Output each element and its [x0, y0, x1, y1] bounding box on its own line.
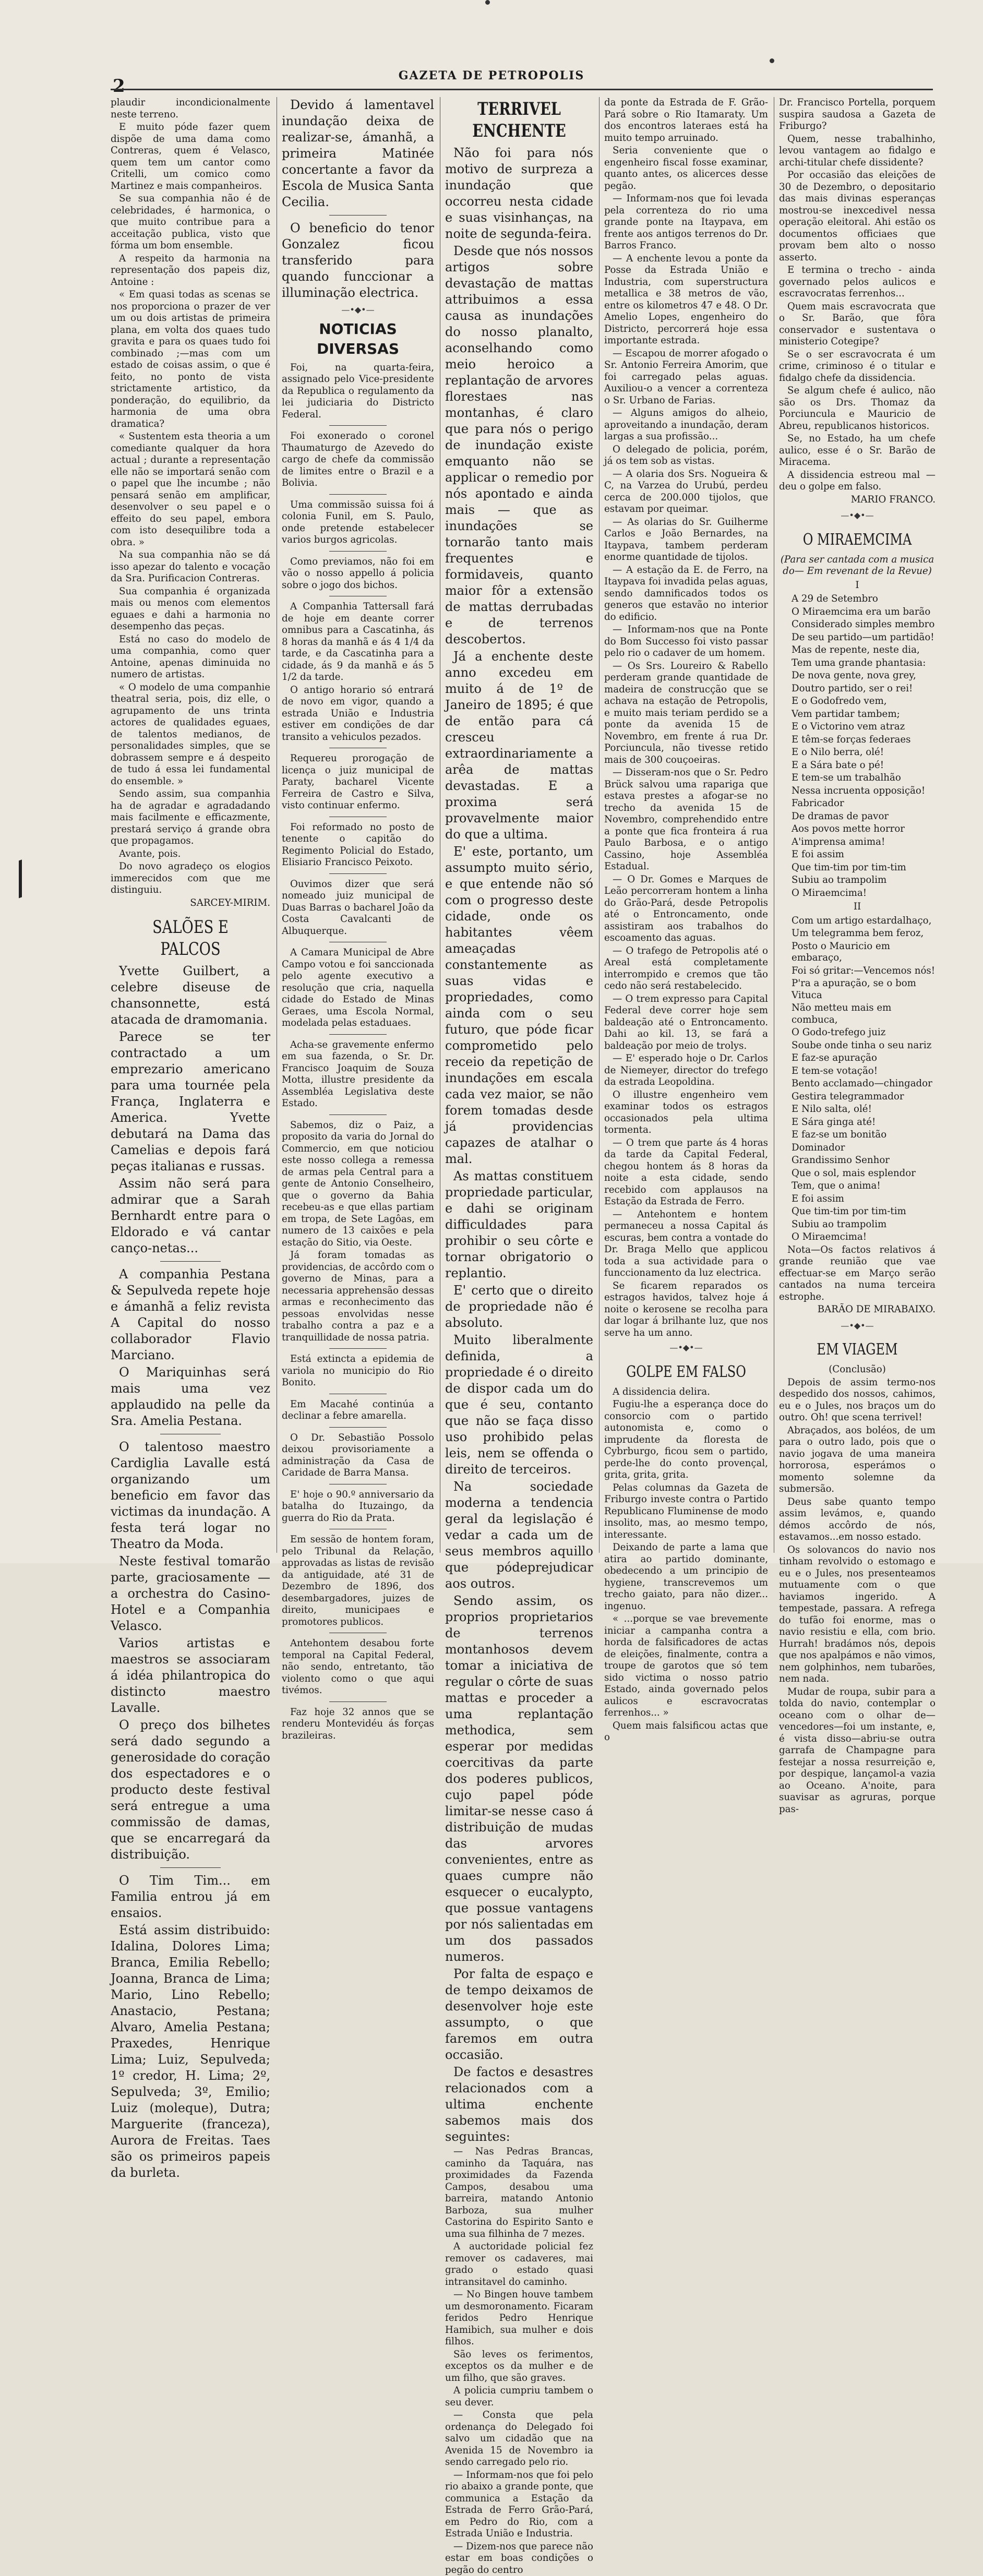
paragraph: A auctoridade policial fez remover os cadaveres, mai grado o estado quasi intransitavel do caminho.	[445, 2241, 593, 2288]
column-3	[445, 97, 593, 1548]
paragraph: Foi reformado no posto de tenente o capitão do Regimento Policial do Estado, Elisiario Francisco Peixoto.	[282, 822, 434, 869]
paragraph: Foi, na quarta-feira, assignado pelo Vice-presidente da Republica o regulamento da lei judiciaria do Districto Federal.	[282, 362, 434, 421]
paragraph: Está extincta a epidemia de variola no municipio do Rio Bonito.	[282, 1353, 434, 1389]
paragraph: Depois de assim termo-nos despedido dos nossos, cahimos, eu e o Jules, nos braços um do outro. Oh! que scena terrivel!	[779, 1377, 936, 1424]
paragraph: « O modelo de uma companhie theatral seria, pois, diz elle, o agrupamento de uns trinta actores de qualidades eguaes, de talentos medianos, de personalidades simples, que se dobrassem sempre e á despeito de tudo á essa lei fundamental do ensemble. »	[111, 682, 270, 788]
verse-line: E faz-se apuração	[779, 1052, 936, 1064]
enchente-editorial	[445, 145, 593, 2145]
ornament: —•◆•—	[779, 1320, 936, 1332]
paragraph: Na sociedade moderna a tendencia geral da legislação é vedar a cada um de seus membros aquillo que pódeprejudicar aos outros.	[445, 1479, 593, 1592]
paragraph: — Informam-nos que foi pelo rio abaixo a grande ponte, que communica a Estação da Estrada de Ferro Grão-Pará, em Pedro do Rio, com a Estrada União e Industria.	[445, 2470, 593, 2540]
verse-line: Bento acclamado—chingador	[779, 1078, 936, 1090]
verse-line: E a Sára bate o pé!	[779, 760, 936, 772]
verse-line: Um telegramma bem feroz,	[779, 928, 936, 940]
paragraph: O antigo horario só entrará de novo em vigor, quando a estrada União e Industria estiver em condições de dar transito a vehiculos pezados.	[282, 685, 434, 744]
paragraph: Se o ser escravocrata é um crime, criminoso é o titular e fidalgo chefe da dissidencia.	[779, 349, 936, 385]
paragraph: Acha-se gravemente enfermo em sua fazenda, o Sr. Dr. Francisco Joaquim de Souza Motta, illustre presidente da Assembléa Legislativa deste Estado.	[282, 1039, 434, 1110]
paragraph: Deixando de parte a lama que atira ao partido dominante, obedecendo a um principio de hygiene, transcrevemos um trecho gaiato, para não dizer... ingenuo.	[604, 1542, 768, 1612]
paragraph: Sendo assim, sua companhia ha de agradar e agradadando mais facilmente e efficazmente, prestará serviço á grande obra que propagamos.	[111, 788, 270, 847]
stanza-number: I	[779, 580, 936, 592]
section-title-noticias: NOTICIAS DIVERSAS	[282, 319, 434, 359]
verse-line: E o Nilo berra, olé!	[779, 747, 936, 759]
verse-line: Fabricador	[779, 798, 936, 810]
paragraph: Por occasião das eleições de 30 de Dezembro, o depositario das mais divinas esperanças mostrou-se inexcedivel nessa operação eleitoral. Ahi estão os documentos officiaes que provam bem alto o nosso asserto.	[779, 170, 936, 263]
paragraph: Se ficarem reparados os estragos havidos, talvez hoje á noite o kerosene se recolha para dar logar á brilhante luz, que nos serve ha um anno.	[604, 1280, 768, 1339]
paragraph: A respeito da harmonia na representação dos papeis diz, Antoine :	[111, 253, 270, 289]
theatre-review	[111, 97, 270, 909]
paragraph: Do novo agradeço os elogios immerecidos com que me distinguiu.	[111, 861, 270, 896]
divider	[329, 1348, 387, 1349]
paragraph: — O trem expresso para Capital Federal deve correr hoje sem baldeação até o Entroncamento. Dahi ao kil. 13, se fará a baldeação por meio de trolys.	[604, 993, 768, 1052]
paragraph: plaudir incondicionalmente neste terreno.	[111, 97, 270, 121]
paragraph: E' hoje o 90.º anniversario da batalha do Ituzaingo, da guerra do Rio da Prata.	[282, 1489, 434, 1525]
paragraph: Nota—Os factos relativos á grande reunião que vae effectuar-se em Março serão cantados na numa terceira estrophe.	[779, 1244, 936, 1303]
paragraph: Neste festival tomarão parte, graciosamente — a orchestra do Casino-Hotel e a Companhia Velasco.	[111, 1553, 270, 1634]
paragraph: A dissidencia estreou mal — deu o golpe em falso.	[779, 470, 936, 493]
paragraph: Abraçados, aos boléos, de um para o outro lado, pois que o navio jogava de uma maneira horrorosa, esperámos o momento solemne da submersão.	[779, 1425, 936, 1495]
paragraph: — E' esperado hoje o Dr. Carlos de Niemeyer, director do trefego da estrada Leopoldina.	[604, 1053, 768, 1088]
paragraph: O illustre engenheiro vem examinar todos os estragos occasionados pela ultima tormenta.	[604, 1089, 768, 1136]
verse-line: O Godo-trefego juiz	[779, 1027, 936, 1039]
binding-mark	[0, 859, 22, 905]
verse-line: A'imprensa amima!	[779, 836, 936, 848]
ornament: —•◆•—	[604, 1342, 768, 1354]
paragraph: E' este, portanto, um assumpto muito sério, e que entende não só com o progresso deste cidade, onde os habitantes vêem ameaçadas constantemente as suas vidas e propriedades, como ainda com o seu futuro, que póde ficar comprometido pelo receio da repetição de inundações em escala cada vez maior, se não forem tomadas desde já providencias capazes de atalhar o mal.	[445, 844, 593, 1167]
paragraph: Deus sabe quanto tempo assim levámos, e, quando démos accôrdo de nós, estavamos...em nosso estado.	[779, 1496, 936, 1543]
paragraph: — A enchente levou a ponte da Posse da Estrada União e Industria, com superstructura metallica e 38 metros de vão, entre os kilometros 47 e 48. O Dr. Amelio Lopes, engenheiro do Districto, percorrerá hoje essa importante estrada.	[604, 253, 768, 347]
paragraph: Faz hoje 32 annos que se renderu Montevidéu ás forças brazileiras.	[282, 1707, 434, 1742]
paragraph: Se algum chefe é aulico, não são os Drs. Thomaz da Porciuncula e Mauricio de Abreu, republicanos historicos.	[779, 385, 936, 432]
paragraph: Ouvimos dizer que será nomeado juiz municipal de Duas Barras o bacharel João da Costa Cavalcanti de Albuquerque.	[282, 879, 434, 938]
column-rule	[599, 97, 600, 1553]
paragraph: Por falta de espaço e de tempo deixamos de desenvolver hoje este assumpto, o que faremos em outra occasião.	[445, 1966, 593, 2063]
verse-line: E o Victorino vem atraz	[779, 721, 936, 733]
paragraph: A Companhia Tattersall fará de hoje em deante correr omnibus para a Cascatinha, ás 8 horas da manhã e ás 4 1/4 da tarde, e da Cascatinha para a cidade, ás 9 da manhã e ás 5 1/2 da tarde.	[282, 601, 434, 684]
paragraph: — Os Srs. Loureiro & Rabello perderam grande quantidade de madeira de construcção que se achava na estação de Petropolis, e muito mais teriam perdido se a ponte da avenida 15 de Novembro, em frente á rua Dr. Porciuncula, não tivesse retido mais de 300 couçoeiras.	[604, 661, 768, 766]
verse-line: E Nilo salta, olé!	[779, 1104, 936, 1116]
signature: MARIO FRANCO.	[779, 494, 936, 506]
column-2	[282, 97, 434, 1548]
verse-line: Com um artigo estardalhaço,	[779, 915, 936, 927]
paragraph: O Dr. Sebastião Possolo deixou provisoriamente a administração da Casa de Caridade de Barra Mansa.	[282, 1432, 434, 1479]
paragraph: — O Dr. Gomes e Marques de Leão percorreram hontem a linha do Grão-Pará, desde Petropolis até o Entroncamento, onde assistiram aos trabalhos do escoamento das aguas.	[604, 874, 768, 944]
paragraph: — Alguns amigos do alheio, aproveitando a inundação, deram largas a sua profissão...	[604, 408, 768, 443]
paragraph: — A olaria dos Srs. Nogueira & C, na Varzea do Urubú, perdeu cerca de 200.000 tijolos, que estavam por queimar.	[604, 469, 768, 516]
section-title-golpe: GOLPE EM FALSO	[620, 1361, 751, 1383]
paragraph: — O trafego de Petropolis até o Areal está completamente interrompido e cremos que tão cedo não será restabelecido.	[604, 945, 768, 992]
verse-line: Que tim-tim por tim-tim	[779, 1206, 936, 1218]
paragraph: E muito póde fazer quem dispõe de uma dama como Contreras, quem é Velasco, quem tem um cantor como Critelli, um comico como Martinez e mais companheiros.	[111, 122, 270, 192]
verse-line: Doutro partido, ser o rei!	[779, 683, 936, 695]
paragraph: Já a enchente deste anno excedeu em muito á de 1º de Janeiro de 1895; é que de então para cá cresceu extraordinariamente a arêa de mattas devastadas. E a proxima será provavelmente maior do que a ultima.	[445, 649, 593, 843]
paragraph: — Disseram-nos que o Sr. Pedro Brück salvou uma rapariga que estava prestes a afogar-se no trecho da avenida 15 de Novembro, comprehendido entre a ponte que fica fronteira á rua Paulo Barbosa, e o antigo Cassino, hoje Assembléa Estadual.	[604, 767, 768, 873]
paragraph: A Camara Municipal de Abre Campo votou e foi sanccionada pelo agente executivo a resolução que cria, naquella cidade do Estado de Minas Geraes, uma Escola Normal, modelada pelas estaduaes.	[282, 947, 434, 1029]
verse-line: E têm-se forças federaes	[779, 734, 936, 746]
divider	[329, 1427, 387, 1428]
paragraph: Os solovancos do navio nos tinham revolvido o estomago e eu e o Jules, nos presenteamos mutuamente com o que haviamos ingerido. A tempestade, passara. A refrega do tufão foi enorme, mas o navio resistiu e ella, com brio. Hurrah! bradámos nós, depois que nos apalpámos e não vimos, nem golphinhos, nem tubarões, nem nada.	[779, 1544, 936, 1685]
verse-block	[779, 593, 936, 899]
paragraph: Assim não será para admirar que a Sarah Bernhardt entre para o Eldorado e vá cantar canço-netas...	[111, 1176, 270, 1256]
verse-line: O Miraemcima era um barão	[779, 606, 936, 618]
verse-line: A 29 de Setembro	[779, 593, 936, 605]
paragraph: — Informam-nos que foi levada pela correnteza do rio uma grande ponte na Itaypava, em frente aos antigos terrenos do Dr. Barros Franco.	[604, 193, 768, 252]
paragraph: Se, no Estado, ha um chefe aulico, esse é o Sr. Barão de Miracema.	[779, 433, 936, 469]
divider	[329, 494, 387, 495]
paragraph: E termina o trecho - ainda governado pelos aulicos e escravocratas ferrenhos...	[779, 265, 936, 300]
verse-line: E Sára ginga até!	[779, 1117, 936, 1129]
verse-line: Foi só gritar:—Vencemos nós!	[779, 965, 936, 977]
paragraph: Está assim distribuido: Idalina, Dolores Lima; Branca, Emilia Rebello; Joanna, Branca de Lima; Mario, Lino Rebello; Anastacio, Pestana; Alvaro, Amelia Pestana; Praxedes, Henrique Lima; Luiz, Sepulveda; 1º credor, H. Lima; 2º, Sepulveda; 3º, Emilio; Luiz (moleque), Dutra; Marguerite (franceza), Aurora de Freitas. Taes são os primeiros papeis da burleta.	[111, 1922, 270, 2181]
verse-line: Gestira telegrammador	[779, 1091, 936, 1103]
paragraph: Fugiu-lhe a esperança doce do consorcio com o partido autonomista e, como o imprudente da floresta de Cybrburgo, ficou sem o partido, perde-lhe do conto provençal, grita, grita, grita.	[604, 1399, 768, 1481]
paragraph: Dr. Francisco Portella, porquem suspira saudosa a Gazeta de Friburgo?	[779, 97, 936, 133]
paragraph: As mattas constituem propriedade particular, e dahi se originam difficuldades para prohibir o seu côrte e tornar obrigatorio o replantio.	[445, 1168, 593, 1281]
verse-line: Posto o Mauricio em embaraço,	[779, 941, 936, 964]
verse-line: E faz-se um bonitão	[779, 1129, 936, 1141]
verse-line: Aos povos mette horror	[779, 823, 936, 835]
paragraph: Parece se ter contractado a um emprezario americano para uma tournée pela França, Inglaterra e America. Yvette debutará na Dama das Camelias e depois fará peças italianas e russas.	[111, 1029, 270, 1175]
verse-line: E foi assim	[779, 1193, 936, 1205]
paragraph: — Antehontem e hontem permaneceu a nossa Capital ás escuras, bem contra a vontade do Dr. Braga Mello que applicou toda a sua actividade para o funccionamento da luz electrica.	[604, 1209, 768, 1279]
paragraph: — Dizem-nos que parece não estar em boas condições o pegão do centro	[445, 2541, 593, 2576]
page-number: 2	[113, 76, 125, 97]
paragraph: — O trem que parte ás 4 horas da tarde da Capital Federal, chegou hontem ás 8 horas da noite a esta cidade, sendo recebido com applausos na Estação da Estrada de Ferro.	[604, 1137, 768, 1208]
subtitle: (Para ser cantada com a musica do— Em revenant de la Revue)	[779, 554, 936, 578]
verse-line: E o Godofredo vem,	[779, 696, 936, 708]
verse-line: O Miraemcima!	[779, 1231, 936, 1243]
paragraph: Antehontem desabou forte temporal na Capital Federal, não sendo, entretanto, tão violento como o que aqui tivémos.	[282, 1638, 434, 1697]
section-title-enchente: TERRIVEL ENCHENTE	[460, 98, 578, 142]
verse-line: Que o sol, mais esplendor	[779, 1168, 936, 1180]
ink-dot	[485, 0, 490, 5]
paragraph: — No Bingen houve tambem um desmoronamento. Ficaram feridos Pedro Henrique Hamibich, sua mulher e dois filhos.	[445, 2289, 593, 2348]
paragraph: Varios artistas e maestros se associaram á idéa philantropica do distincto maestro Lavalle.	[111, 1635, 270, 1716]
signature: BARÃO DE MIRABAIXO.	[779, 1304, 936, 1316]
column-5	[779, 97, 936, 1548]
divider	[329, 425, 387, 426]
paragraph: O Tim Tim... em Familia entrou já em ensaios.	[111, 1873, 270, 1921]
paragraph: Está no caso do modelo de uma companhia, como quer Antoine, apenas diminuida no numero de artistas.	[111, 634, 270, 681]
verse-line: Soube onde tinha o seu nariz	[779, 1040, 936, 1052]
paragraph: — Consta que pela ordenança do Delegado foi salvo um cidadão que na Avenida 15 de Novembro ia sendo carregado pelo rio.	[445, 2410, 593, 2469]
stanza-number: II	[779, 901, 936, 913]
verse-line: Mas de repente, neste dia,	[779, 644, 936, 656]
verse-line: P'ra a apuração, se o bom Vituca	[779, 978, 936, 1001]
paragraph: — Informam-nos que na Ponte do Bom Successo foi visto passar pelo rio o cadaver de um homem.	[604, 624, 768, 660]
verse-line: Considerado simples membro	[779, 619, 936, 631]
paragraph: « Sustentem esta theoria a um comediante qualquer da hora actual ; durante a representação elle não se importará senão com o papel que lhe incumbe ; não pensará senão em amplificar, desenvolver o seu papel e o effeito do seu papel, embora com isto desequilibre toda a obra. »	[111, 431, 270, 548]
section-title-miraemcima: O MIRAEMCIMA	[795, 529, 920, 551]
paragraph: Em Macahé continúa a declinar a febre amarella.	[282, 1399, 434, 1422]
verse-line: De seu partido—um partidão!	[779, 632, 936, 644]
ink-dot	[770, 58, 774, 63]
paragraph: O delegado de policia, porém, já os tem sob as vistas.	[604, 444, 768, 468]
ornament: —•◆•—	[779, 510, 936, 522]
saloes-palcos-article	[111, 963, 270, 2181]
divider	[329, 873, 387, 874]
divider	[160, 1867, 221, 1868]
verse-line: E tem-se votação!	[779, 1065, 936, 1077]
paragraph: A policia cumpriu tambem o seu dever.	[445, 2385, 593, 2409]
paragraph: Uma commissão suissa foi á colonia Funil, em S. Paulo, onde pretende estabelecer varios burgos agricolas.	[282, 499, 434, 546]
paragraph: O talentoso maestro Cardiglia Lavalle está organizando um beneficio em favor das victimas da inundação. A festa terá logar no Theatro da Moda.	[111, 1439, 270, 1552]
paragraph: Desde que nós nossos artigos sobre devastação de mattas attribuimos a essa causa as inundações do nosso planalto, aconselhando como meio heroico a replantação de arvores florestaes nas montanhas, é claro que para nós o perigo de inundação existe emquanto não se applicar o remedio por nós apontado e ainda mais — que as inundações se tornarão tanto mais frequentes e formidaveis, quanto maior fôr a extensão de mattas derrubadas e de terrenos descobertos.	[445, 243, 593, 648]
divider	[329, 551, 387, 552]
paragraph: A dissidencia delira.	[604, 1386, 768, 1398]
paragraph: Muito liberalmente definida, a propriedade é o direito de dispor cada um do que é seu, contanto que não se faça disso uso prohibido pelas leis, nem se offenda o direito de terceiros.	[445, 1332, 593, 1478]
ornament: —•◆•—	[282, 304, 434, 316]
verse-line: Subiu ao trampolim	[779, 1219, 936, 1231]
paragraph: Seria conveniente que o engenheiro fiscal fosse examinar, quanto antes, os alicerces desse pegão.	[604, 145, 768, 192]
paragraph: Como previamos, não foi em vão o nosso appello á policia sobre o jogo dos bichos.	[282, 556, 434, 592]
paragraph: Pelas columnas da Gazeta de Friburgo investe contra o Partido Republicano Fluminense de modo insolito, mas, ao mesmo tempo, interessante.	[604, 1482, 768, 1541]
paragraph: — As olarias do Sr. Guilherme Carlos e João Bernardes, na Itaypava, tambem perderam enorme quantidade de tijolos.	[604, 517, 768, 564]
masthead-title: GAZETA DE PETROPOLIS	[0, 69, 983, 82]
paragraph: Requereu prorogação de licença o juiz municipal de Paraty, bacharel Vicente Ferreira de Castro e Silva, visto continuar enfermo.	[282, 753, 434, 812]
signature: SARCEY-MIRIM.	[111, 897, 270, 909]
paragraph: Yvette Guilbert, a celebre diseuse de chansonnette, está atacada de dramomania.	[111, 963, 270, 1028]
paragraph: De factos e desastres relacionados com a ultima enchente sabemos mais dos seguintes:	[445, 2064, 593, 2145]
section-title-viagem: EM VIAGEM	[795, 1339, 920, 1361]
verse-line: Subiu ao trampolim	[779, 874, 936, 886]
paragraph: O preço dos bilhetes será dado segundo a generosidade do coração dos espectadores e o producto deste festival será entregue a uma commissão de damas, que se encarregará da distribuição.	[111, 1717, 270, 1863]
paragraph: Mudar de roupa, subir para a tolda do navio, contemplar o oceano com o olhar de—vencedores—foi um instante, e, é vista disso—abriu-se outra garrafa de Champagne para festejar a nossa resurreição e, por despique, lançamol-a vazia ao Oceano. A'noite, para suavisar as agruras, porque pas-	[779, 1686, 936, 1816]
paragraph: Quem mais falsificou actas que o	[604, 1720, 768, 1744]
column-4	[604, 97, 768, 1548]
verse-line: E tem-se um trabalhão	[779, 772, 936, 784]
paragraph: E' certo que o direito de propriedade não é absoluto.	[445, 1283, 593, 1331]
paragraph: São leves os ferimentos, exceptos os da mulher e de um filho, que são graves.	[445, 2349, 593, 2385]
verse-line: Vem partidar tambem;	[779, 709, 936, 721]
subtitle: (Conclusão)	[779, 1364, 936, 1376]
verse-line: O Miraemcima!	[779, 888, 936, 900]
divider	[160, 1261, 221, 1262]
paragraph: Foi exonerado o coronel Thaumaturgo de Azevedo do cargo de chefe da commissão de limites entre o Brazil e a Bolivia.	[282, 430, 434, 489]
verse-block	[779, 915, 936, 1243]
header-rule	[111, 89, 933, 90]
verse-line: De nova gente, nova grey,	[779, 670, 936, 682]
paragraph: Avante, pois.	[111, 848, 270, 860]
paragraph: — Nas Pedras Brancas, caminho da Taquára, nas proximidades da Fazenda Campos, desabou uma barreira, matando Antonio Barboza, sua mulher Castorina do Espirito Santo e uma sua filhinha de 7 mezes.	[445, 2146, 593, 2240]
paragraph: da ponte da Estrada de F. Grão-Pará sobre o Rio Itamaraty. Um dos encontros lateraes está ha muito tempo arruinado.	[604, 97, 768, 144]
paragraph: Não foi para nós motivo de surpreza a inundação que occorreu nesta cidade e suas visinhanças, na noite de segunda-feira.	[445, 145, 593, 242]
paragraph: A companhia Pestana & Sepulveda repete hoje e ámanhã a feliz revista A Capital do nosso collaborador Flavio Marciano.	[111, 1266, 270, 1363]
paragraph: Se sua companhia não é de celebridades, é harmonica, o que muito contribue para a acceitação publica, visto que fórma um bom ensemble.	[111, 193, 270, 252]
verse-line: Tem, que o anima!	[779, 1180, 936, 1192]
paragraph: Devido á lamentavel inundação deixa de realizar-se, ámanhã, a primeira Matinée concertante a favor da Escola de Musica Santa Cecilia.	[282, 97, 434, 210]
paragraph: Sabemos, diz o Paiz, a proposito da varia do Jornal do Commercio, em que noticiou este nosso collega a remessa de armas pela Central para a gente de Antonio Conselheiro, que o governo da Bahia recebeu-as e que ellas partiam em tropa, de Sete Lagôas, em numero de 13 caixões e pela estação do Sitio, via Oeste.	[282, 1120, 434, 1249]
column-1	[111, 97, 270, 1548]
paragraph: — A estação da E. de Ferro, na Itaypava foi invadida pelas aguas, sendo damnificados todos os generos que estavão no interior do edificio.	[604, 565, 768, 624]
verse-line: De dramas de pavor	[779, 811, 936, 823]
verse-line: Grandissimo Senhor	[779, 1155, 936, 1167]
paragraph: Quem mais escravocrata que o Sr. Barão, que fôra conservador e sustentava o ministerio Cotegipe?	[779, 301, 936, 348]
paragraph: Na sua companhia não se dá isso apezar do talento e vocação da Sra. Purificacion Contreras.	[111, 549, 270, 585]
paragraph: Quem, nesse trabalhinho, levou vantagem ao fidalgo e archi-titular chefe dissidente?	[779, 134, 936, 169]
section-title-saloes: SALÕES E PALCOS	[127, 916, 255, 960]
paragraph: Em sessão de hontem foram, pelo Tribunal da Relação, approvadas as listas de revisão da antiguidade, até 31 de Dezembro de 1896, dos desembargadores, juizes de direito, municipaes e promotores publicos.	[282, 1534, 434, 1628]
paragraph: Já foram tomadas as providencias, de accôrdo com o governo de Minas, para a necessaria apprehensão dessas armas e reconhecimento das pessoas envolvidas nesse trabalho contra a paz e a tranquillidade de nossa patria.	[282, 1250, 434, 1344]
verse-line: Tem uma grande phantasia:	[779, 657, 936, 669]
paragraph: O Mariquinhas será mais uma vez applaudido na pelle da Sra. Amelia Pestana.	[111, 1364, 270, 1429]
verse-line: Não metteu mais em combuca,	[779, 1002, 936, 1026]
paragraph: — Escapou de morrer afogado o Sr. Antonio Ferreira Amorim, que foi carregado pelas aguas. Auxiliou-o a vencer a correnteza o Sr. Urbano de Farias.	[604, 348, 768, 407]
verse-line: E foi assim	[779, 849, 936, 861]
paragraph: O beneficio do tenor Gonzalez ficou transferido para quando funccionar a illuminação electrica.	[282, 220, 434, 301]
paragraph: « ...porque se vae brevemente iniciar a campanha contra a horda de falsificadores de actas de eleições, finalmente, contra a troupe de garotos que só tem sido victima o nosso patrio Estado, ainda governado pelos aulicos e escravocratas ferrenhos... »	[604, 1613, 768, 1719]
paragraph: Sendo assim, os proprios proprietarios de terrenos montanhosos devem tomar a iniciativa de regular o côrte de suas mattas e proceder a uma replantação methodica, sem esperar por medidas coercitivas da parte dos poderes publicos, cujo papel póde limitar-se nesse caso á distribuição de mudas das arvores convenientes, entre as quaes cumpre não esquecer o eucalypto, que possue vantagens por nós salientadas em um dos passados numeros.	[445, 1593, 593, 1965]
verse-line: Que tim-tim por tim-tim	[779, 862, 936, 874]
paragraph: Sua companhia é organizada mais ou menos com elementos eguaes e dahi a harmonia no desempenho das peças.	[111, 586, 270, 633]
paragraph: « Em quasi todas as scenas se nos proporciona o prazer de ver um ou dois artistas de primeira plana, em volta dos quaes tudo gravita e para os quaes tudo foi combinado ;—mas com um estado de coisas assim, o que é feito, no ponto de vista strictamente artistico, da ponderação, do equilibrio, da harmonia de uma obra dramatica?	[111, 289, 270, 430]
verse-line: Nessa incruenta opposição!	[779, 785, 936, 797]
divider	[329, 1034, 387, 1035]
verse-line: Dominador	[779, 1142, 936, 1154]
